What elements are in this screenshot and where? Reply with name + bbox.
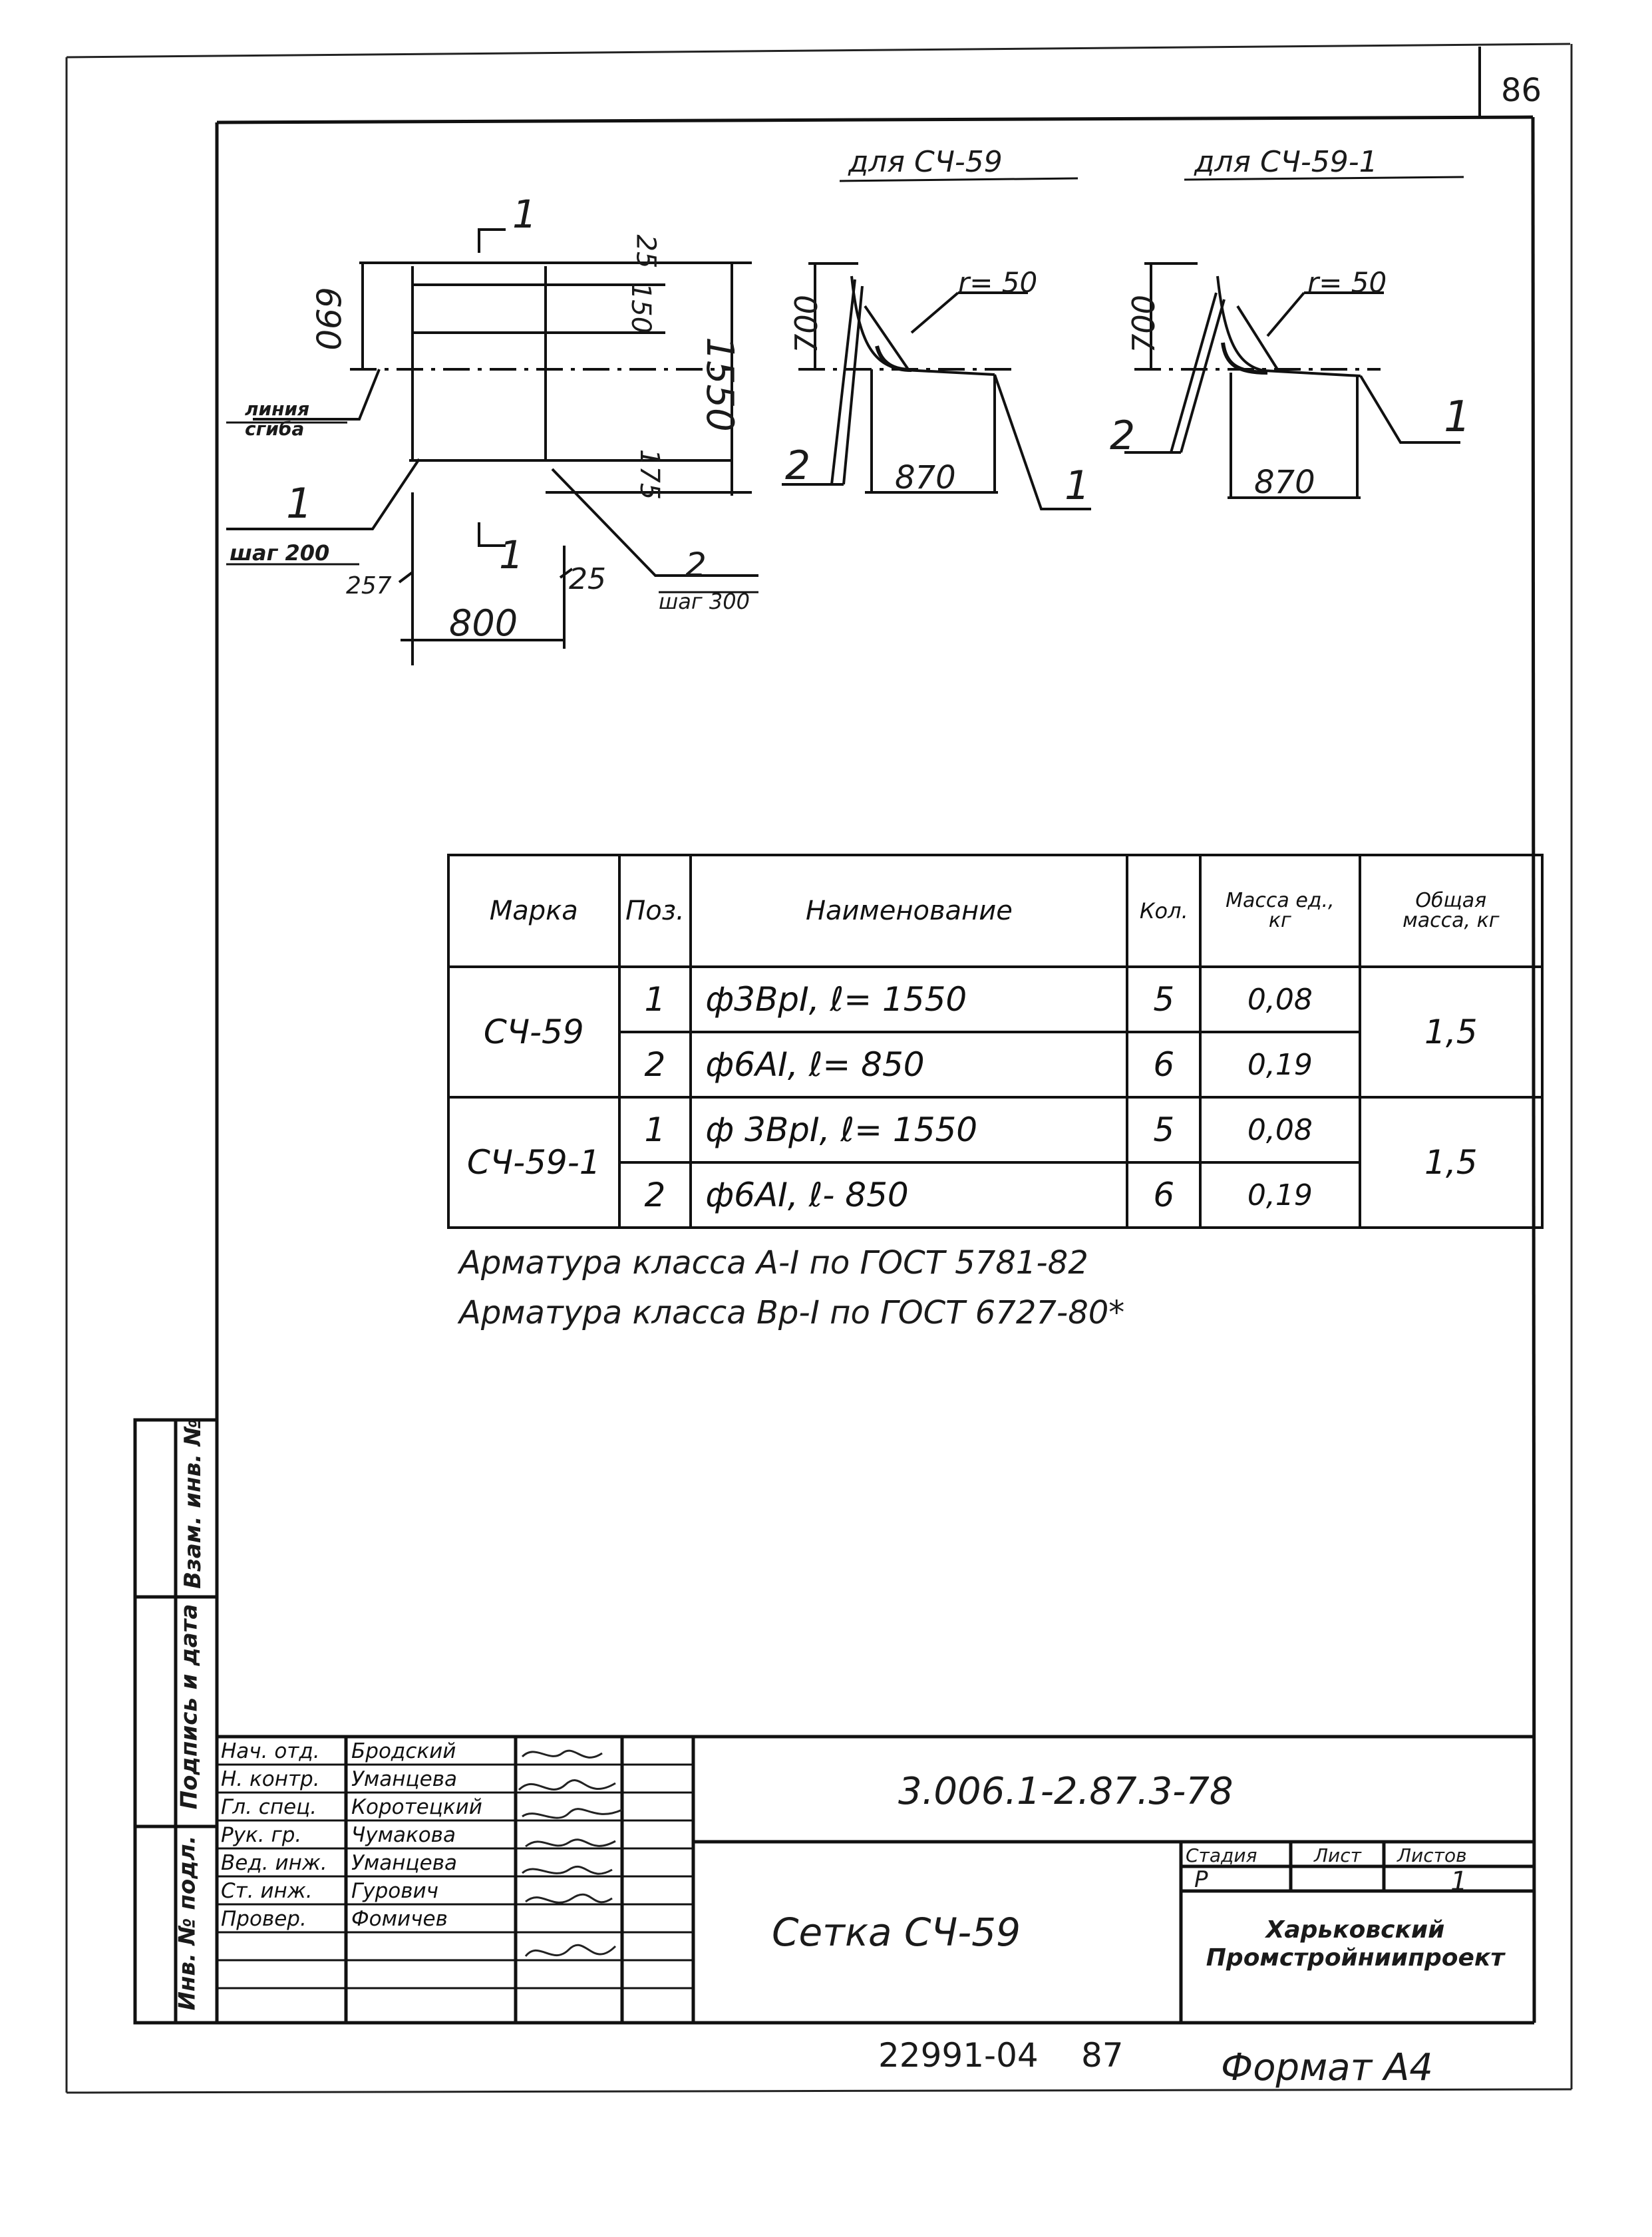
table-row xyxy=(448,1097,1542,1162)
sheets-label: Листов xyxy=(1397,1844,1467,1866)
row-name: ф6АI, ℓ= 850 xyxy=(691,1032,1127,1097)
dim-870-b: 870 xyxy=(1254,464,1315,501)
pitch-200-label: шаг 200 xyxy=(230,540,330,566)
dim-175: 175 xyxy=(634,448,665,500)
dim-25: 25 xyxy=(569,562,606,596)
signer-role: Н. контр. xyxy=(221,1767,320,1791)
side-stamp-sign-date: Подпись и дата xyxy=(176,1604,203,1810)
signer-name: Коротецкий xyxy=(351,1795,482,1819)
dim-700-a: 700 xyxy=(788,295,824,353)
signer-name: Уманцева xyxy=(351,1767,457,1791)
row-pos: 1 xyxy=(619,1097,691,1162)
section-view-2 xyxy=(1124,263,1460,498)
signer-name: Фомичев xyxy=(351,1907,448,1931)
sheets-value: 1 xyxy=(1450,1866,1468,1897)
row-pos: 1 xyxy=(619,967,691,1032)
view-title-1: для СЧ-59 xyxy=(848,145,1003,179)
radius-50-b: r= 50 xyxy=(1307,266,1387,299)
v2-pos-2: 2 xyxy=(1110,413,1136,459)
row-pos: 2 xyxy=(619,1162,691,1228)
group-total: 1,5 xyxy=(1360,1097,1542,1228)
radius-50-a: r= 50 xyxy=(958,266,1038,299)
table-row xyxy=(448,967,1542,1032)
page-number: 86 xyxy=(1501,72,1542,109)
row-name: ф6АI, ℓ- 850 xyxy=(691,1162,1127,1228)
format-label: Формат А4 xyxy=(1221,2046,1433,2089)
signer-name: Чумакова xyxy=(351,1823,456,1847)
doc-code: 3.006.1-2.87.3-78 xyxy=(898,1770,1234,1813)
bend-line-label: линия сгиба xyxy=(245,398,310,440)
v1-pos-2: 2 xyxy=(785,442,811,489)
signer-name: Бродский xyxy=(351,1739,456,1763)
dim-150: 150 xyxy=(625,282,657,334)
row-qty: 6 xyxy=(1127,1032,1200,1097)
row-name: ф 3ВрI, ℓ= 1550 xyxy=(691,1097,1127,1162)
signer-role: Провер. xyxy=(221,1907,307,1931)
row-mass: 0,08 xyxy=(1200,967,1359,1032)
group-mark: СЧ-59 xyxy=(448,967,619,1097)
signer-role: Вед. инж. xyxy=(221,1851,327,1875)
v2-pos-1: 1 xyxy=(1444,393,1471,442)
footer-code: 22991-04 xyxy=(878,2036,1039,2075)
header-name: Наименование xyxy=(691,855,1127,967)
dim-25-top: 25 xyxy=(630,234,661,269)
dim-690: 690 xyxy=(308,287,347,351)
pos-2-label: 2 xyxy=(685,546,707,584)
header-mass-total: Общая масса, кг xyxy=(1360,855,1542,967)
pitch-300-label: шаг 300 xyxy=(659,589,750,614)
dim-1550: 1550 xyxy=(697,337,741,432)
row-pos: 2 xyxy=(619,1032,691,1097)
note-line: Арматура класса Вр-I по ГОСТ 6727-80* xyxy=(459,1294,1125,1331)
row-name: ф3ВрI, ℓ= 1550 xyxy=(691,967,1127,1032)
footer-page: 87 xyxy=(1081,2036,1124,2075)
doc-title: Сетка СЧ-59 xyxy=(772,1910,1021,1955)
row-qty: 5 xyxy=(1127,967,1200,1032)
header-mark: Марка xyxy=(448,855,619,967)
section-mark-bottom: 1 xyxy=(499,532,524,578)
row-qty: 6 xyxy=(1127,1162,1200,1228)
signer-role: Гл. спец. xyxy=(221,1795,317,1819)
side-stamp-inv-replace: Взам. инв. № xyxy=(179,1419,206,1589)
signer-role: Ст. инж. xyxy=(221,1879,313,1903)
spec-header-row xyxy=(448,855,1542,967)
header-mass-unit: Масса ед., кг xyxy=(1200,855,1359,967)
side-stamp-inv-orig: Инв. № подл. xyxy=(174,1835,201,2011)
row-qty: 5 xyxy=(1127,1097,1200,1162)
stage-label: Стадия xyxy=(1186,1844,1257,1866)
group-mark: СЧ-59-1 xyxy=(448,1097,619,1228)
v1-pos-1: 1 xyxy=(1065,462,1090,509)
signer-name: Гурович xyxy=(351,1879,438,1903)
signatures xyxy=(519,1751,622,1956)
row-mass: 0,19 xyxy=(1200,1032,1359,1097)
dim-700-b: 700 xyxy=(1125,295,1162,353)
pos-1-label: 1 xyxy=(286,479,313,528)
header-pos: Поз. xyxy=(619,855,691,967)
dim-257: 257 xyxy=(346,572,392,600)
sheet-label: Лист xyxy=(1314,1844,1361,1866)
dim-800: 800 xyxy=(449,602,518,644)
section-mark-top: 1 xyxy=(512,192,537,237)
signer-role: Рук. гр. xyxy=(221,1823,302,1847)
header-qty: Кол. xyxy=(1127,855,1200,967)
view-title-2: для СЧ-59-1 xyxy=(1194,145,1378,179)
dim-870-a: 870 xyxy=(895,459,956,496)
row-mass: 0,08 xyxy=(1200,1097,1359,1162)
row-mass: 0,19 xyxy=(1200,1162,1359,1228)
specification-table xyxy=(447,854,1544,1229)
organization: Харьковский Промстройниипроект xyxy=(1206,1916,1505,1972)
note-line: Арматура класса А-I по ГОСТ 5781-82 xyxy=(459,1244,1088,1282)
signer-role: Нач. отд. xyxy=(221,1739,320,1763)
signer-name: Уманцева xyxy=(351,1851,457,1875)
group-total: 1,5 xyxy=(1360,967,1542,1097)
stage-value: Р xyxy=(1194,1866,1208,1893)
